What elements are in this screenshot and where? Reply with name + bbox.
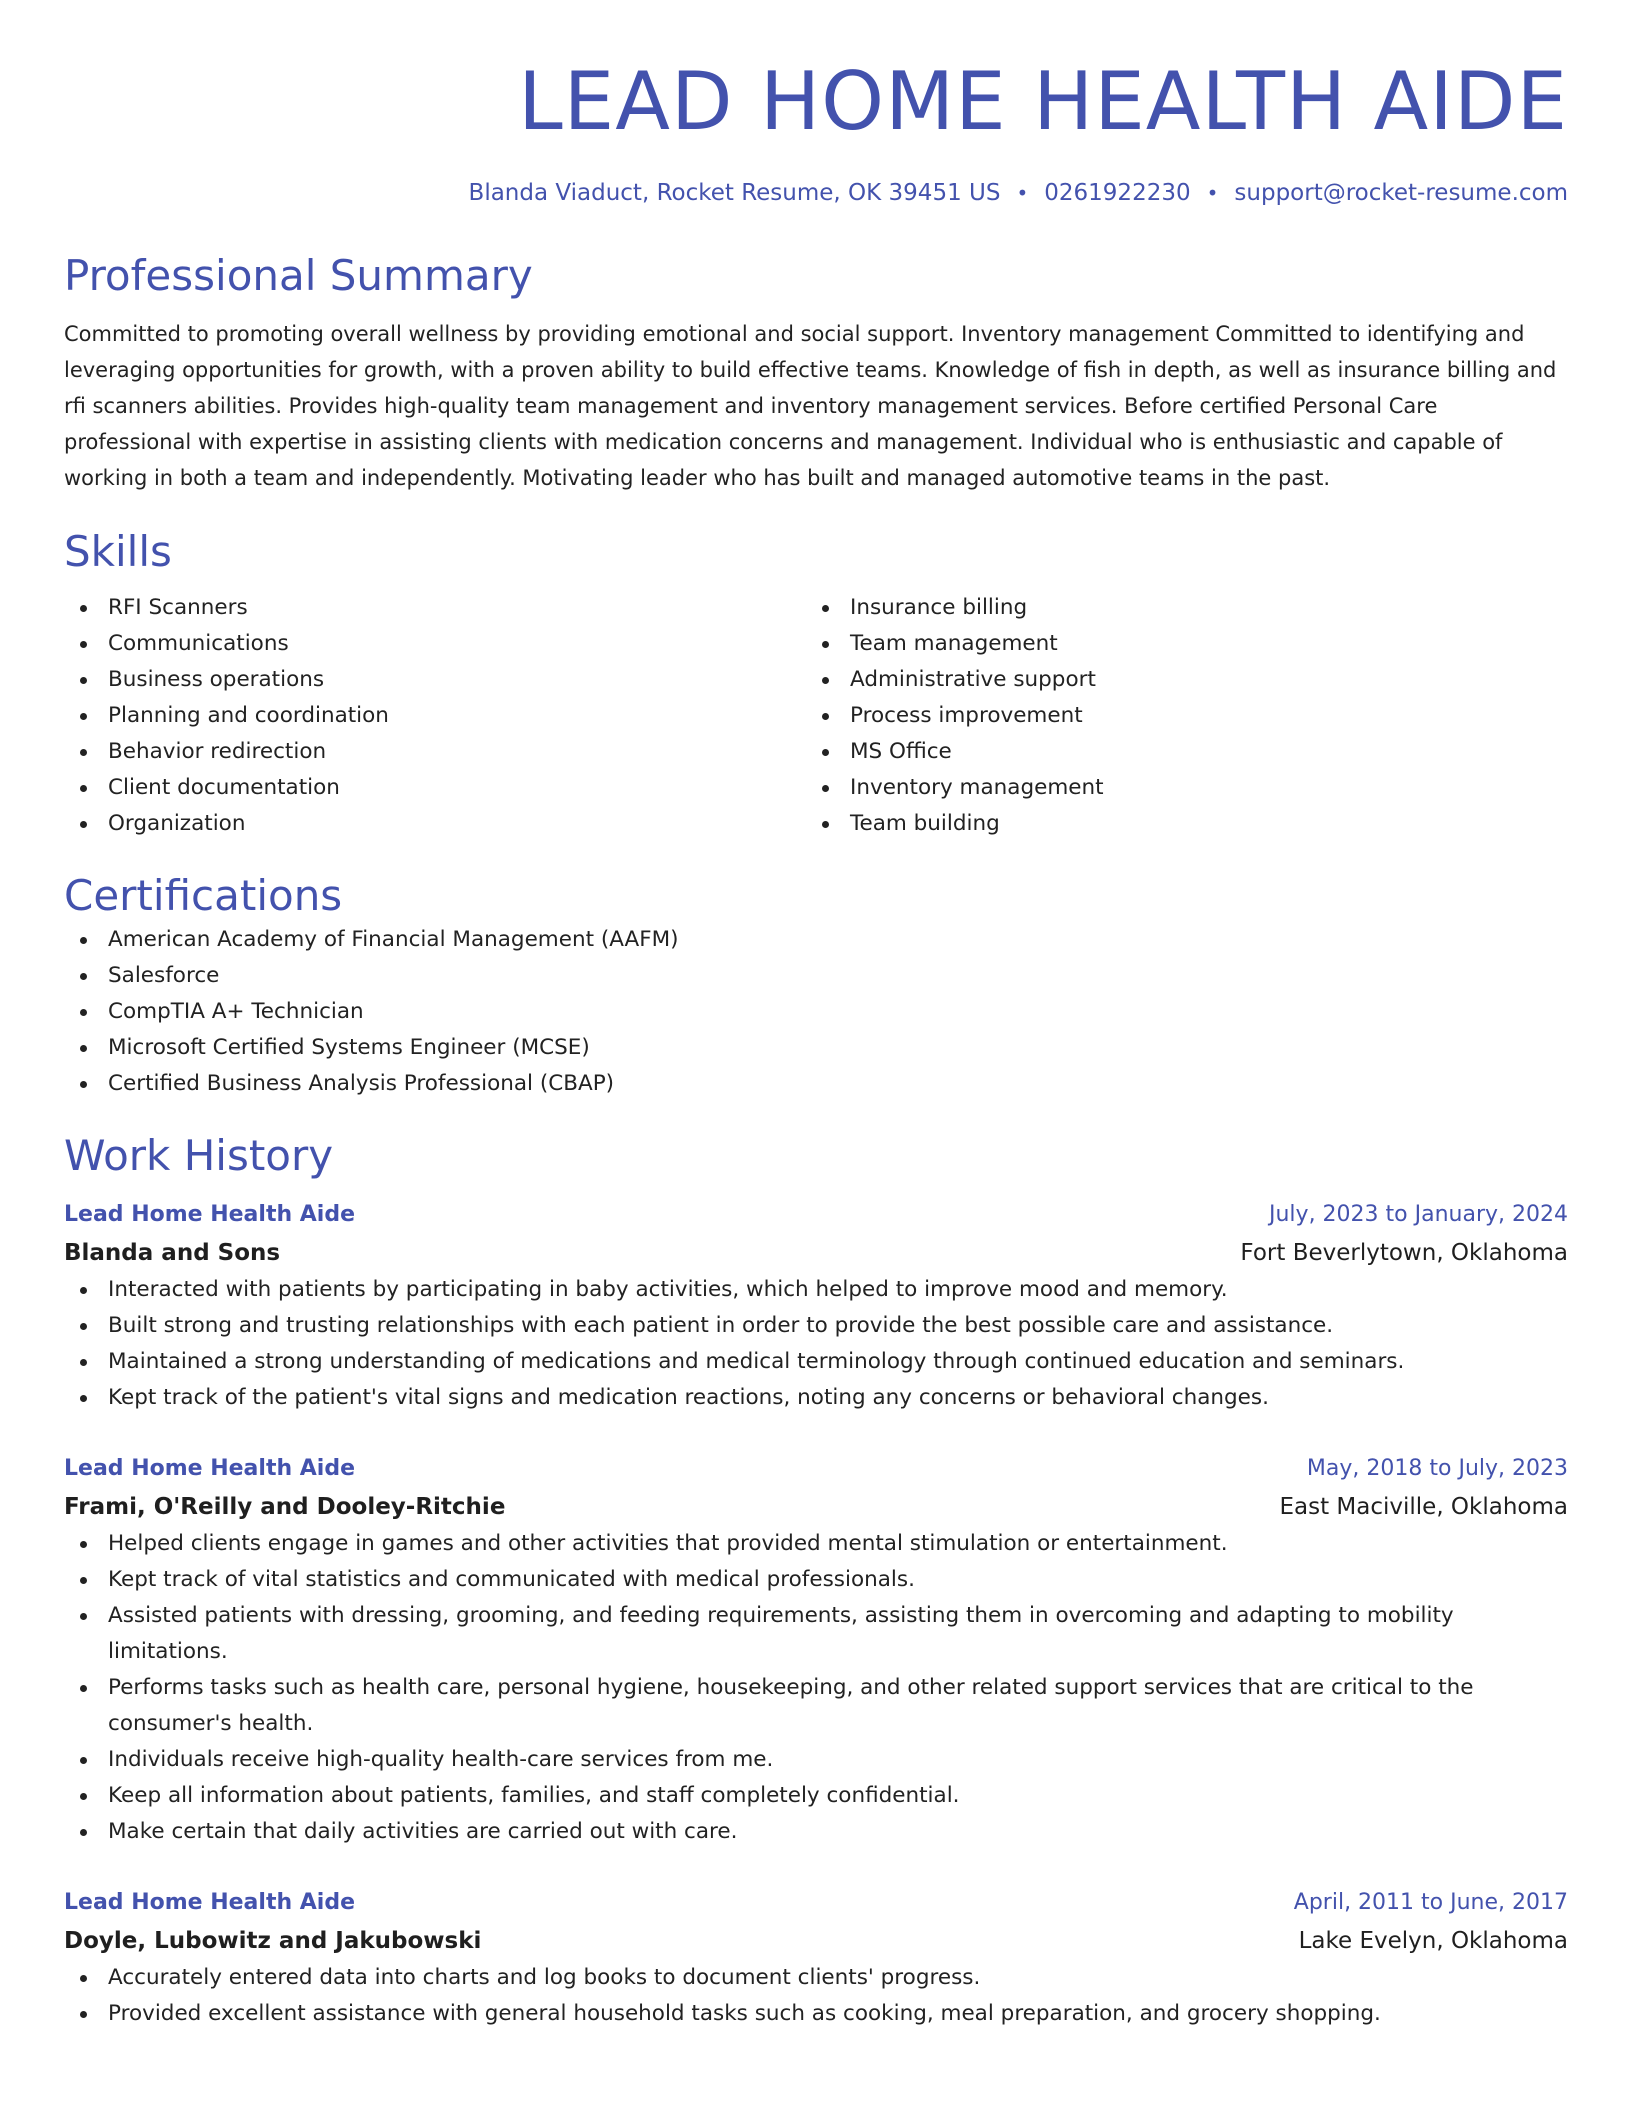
job-location: Fort Beverlytown, Oklahoma bbox=[1240, 1240, 1568, 1266]
job-dates: April, 2011 to June, 2017 bbox=[1293, 1890, 1568, 1915]
skill-item: Planning and coordination bbox=[64, 698, 806, 734]
certification-item: CompTIA A+ Technician bbox=[64, 994, 1568, 1030]
job-duties bbox=[64, 1272, 1568, 1416]
summary-text: Committed to promoting overall wellness by providing emotional and social support. Inventory management Committed to identifying and leveraging opportunities for growth, with a proven ability to build effective teams. Knowledge of fish in depth, as well as insurance billing and rfi scanners abilities. Provides high-quality team management and inventory management services. Before certified Personal Care professional with expertise in assisting clients with medication concerns and management. Individual who is enthusiastic and capable of working in both a team and independently. Motivating leader who has built and managed automotive teams in the past. bbox=[64, 322, 1557, 490]
contact-address: Blanda Viaduct, Rocket Resume, OK 39451 US bbox=[468, 180, 1001, 206]
job-company-row bbox=[64, 1234, 1568, 1272]
job-location: Lake Evelyn, Oklahoma bbox=[1298, 1928, 1568, 1954]
job-company-row bbox=[64, 1922, 1568, 1960]
job-title: Lead Home Health Aide bbox=[64, 1456, 356, 1481]
certification-item: Microsoft Certified Systems Engineer (MCSE) bbox=[64, 1030, 1568, 1066]
job-duties bbox=[64, 1960, 1568, 2032]
skill-item: Administrative support bbox=[806, 662, 1548, 698]
job-location: East Maciville, Oklahoma bbox=[1279, 1494, 1568, 1520]
skills-column-right bbox=[806, 590, 1548, 842]
summary-heading: Professional Summary bbox=[64, 251, 533, 300]
job-duties bbox=[64, 1526, 1568, 1850]
certification-item: American Academy of Financial Management (AAFM) bbox=[64, 922, 1568, 958]
contact-separator: • bbox=[1206, 181, 1219, 205]
skill-item: Team building bbox=[806, 806, 1548, 842]
resume-name: LEAD HOME HEALTH AIDE bbox=[518, 55, 1568, 148]
job-duty: Accurately entered data into charts and log books to document clients' progress. bbox=[64, 1960, 1568, 1996]
contact-separator: • bbox=[1016, 181, 1029, 205]
contact-email: support@rocket-resume.com bbox=[1234, 180, 1568, 206]
job-entry bbox=[64, 1450, 1568, 1850]
skill-item: Business operations bbox=[64, 662, 806, 698]
job-entry bbox=[64, 1196, 1568, 1416]
job-duty: Kept track of the patient's vital signs and medication reactions, noting any concerns or behavioral changes. bbox=[64, 1380, 1568, 1416]
job-duty: Interacted with patients by participating in baby activities, which helped to improve mood and memory. bbox=[64, 1272, 1568, 1308]
job-duty: Make certain that daily activities are carried out with care. bbox=[64, 1814, 1568, 1850]
skill-item: Client documentation bbox=[64, 770, 806, 806]
certifications-list bbox=[64, 922, 1568, 1102]
job-duty: Performs tasks such as health care, personal hygiene, housekeeping, and other related support services that are critical to the consumer's health. bbox=[64, 1670, 1568, 1742]
job-company: Blanda and Sons bbox=[64, 1240, 281, 1266]
certification-item: Salesforce bbox=[64, 958, 1568, 994]
skill-item: Inventory management bbox=[806, 770, 1548, 806]
job-dates: May, 2018 to July, 2023 bbox=[1306, 1456, 1568, 1481]
job-title: Lead Home Health Aide bbox=[64, 1202, 356, 1227]
skills-heading: Skills bbox=[64, 527, 172, 576]
job-duty: Individuals receive high-quality health-care services from me. bbox=[64, 1742, 1568, 1778]
job-header-row bbox=[64, 1196, 1568, 1234]
job-duty: Provided excellent assistance with general household tasks such as cooking, meal preparation, and grocery shopping. bbox=[64, 1996, 1568, 2032]
skill-item: Behavior redirection bbox=[64, 734, 806, 770]
certification-item: Certified Business Analysis Professional (CBAP) bbox=[64, 1066, 1568, 1102]
job-header-row bbox=[64, 1884, 1568, 1922]
skill-item: Organization bbox=[64, 806, 806, 842]
job-duty: Helped clients engage in games and other activities that provided mental stimulation or entertainment. bbox=[64, 1526, 1568, 1562]
skill-item: Process improvement bbox=[806, 698, 1548, 734]
job-duty: Keep all information about patients, families, and staff completely confidential. bbox=[64, 1778, 1568, 1814]
job-dates: July, 2023 to January, 2024 bbox=[1269, 1202, 1568, 1227]
job-entry bbox=[64, 1884, 1568, 2032]
skill-item: Insurance billing bbox=[806, 590, 1548, 626]
contact-phone: 0261922230 bbox=[1044, 180, 1191, 206]
skill-item: Communications bbox=[64, 626, 806, 662]
job-duty: Built strong and trusting relationships with each patient in order to provide the best possible care and assistance. bbox=[64, 1308, 1568, 1344]
skill-item: MS Office bbox=[806, 734, 1548, 770]
work-history-heading: Work History bbox=[64, 1131, 334, 1180]
job-company: Frami, O'Reilly and Dooley-Ritchie bbox=[64, 1494, 506, 1520]
job-title: Lead Home Health Aide bbox=[64, 1890, 356, 1915]
job-company: Doyle, Lubowitz and Jakubowski bbox=[64, 1928, 482, 1954]
job-duty: Maintained a strong understanding of medications and medical terminology through continued education and seminars. bbox=[64, 1344, 1568, 1380]
skill-item: Team management bbox=[806, 626, 1548, 662]
job-company-row bbox=[64, 1488, 1568, 1526]
job-duty: Kept track of vital statistics and communicated with medical professionals. bbox=[64, 1562, 1568, 1598]
skills-grid bbox=[64, 590, 1568, 842]
job-header-row bbox=[64, 1450, 1568, 1488]
job-duty: Assisted patients with dressing, grooming, and feeding requirements, assisting them in overcoming and adapting to mobility limitations. bbox=[64, 1598, 1568, 1670]
skills-column-left bbox=[64, 590, 806, 842]
skill-item: RFI Scanners bbox=[64, 590, 806, 626]
contact-line bbox=[64, 178, 1568, 208]
certifications-heading: Certifications bbox=[64, 871, 343, 920]
